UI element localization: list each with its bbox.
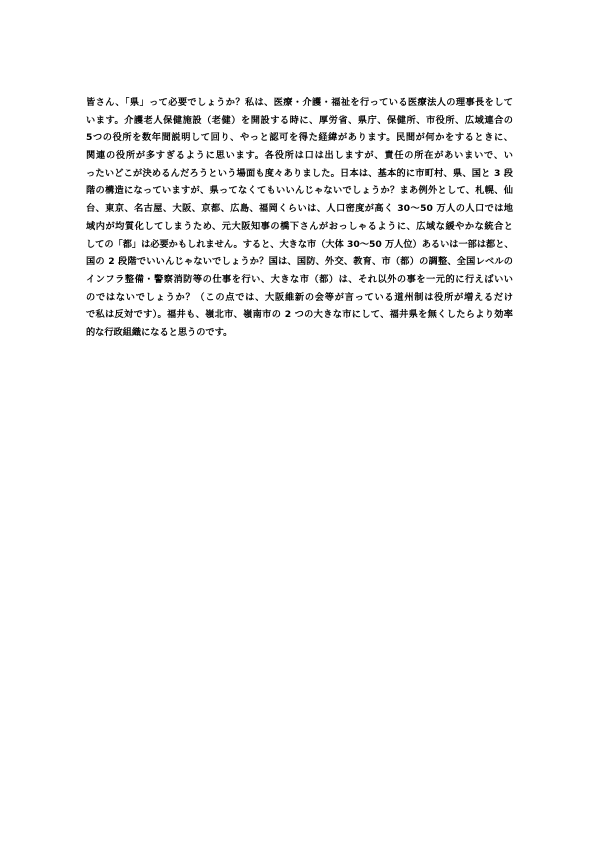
body-text xyxy=(86,94,513,342)
text-line: インフラ整備・警察消防等の仕事を行い、大きな市（都）は、それ以外の事を一元的に行えばいい xyxy=(86,273,513,285)
text-line: 皆さん、「県」って必要でしょうか？私は、医療・介護・福祉を行っている医療法人の理事長をして xyxy=(86,97,513,108)
text-line: 台、東京、名古屋、大阪、京都、広島、福岡くらいは、人口密度が高く 30～50 万人の人口では地 xyxy=(86,203,513,215)
text-line: 関連の役所が多すぎるように思います。各役所は口は出しますが、責任の所在があいまいで、い xyxy=(86,150,513,162)
text-line: しての「都」は必要かもしれません。すると、大きな市（大体 30～50 万人位）あるいは一部は都と、 xyxy=(86,238,514,250)
text-line: 的な行政組織になると思うのです。 xyxy=(86,326,233,338)
text-line: 5つの役所を数年間説明して回り、やっと認可を得た経緯があります。民間が何かをするときに、 xyxy=(86,132,513,144)
text-line: のではないでしょうか？（この点では、大阪維新の会等が言っている道州制は役所が増えるだけ xyxy=(86,291,513,303)
text-line: います。介護老人保健施設（老健）を開設する時に、厚労省、県庁、保健所、市役所、広域連合の xyxy=(86,114,513,126)
text-line: 階の構造になっていますが、県ってなくてもいいんじゃないでしょうか？まあ例外として、札幌、仙 xyxy=(86,185,513,197)
text-line: で私は反対です）。福井も、嶺北市、嶺南市の 2 つの大きな市にして、福井県を無くしたらより効率 xyxy=(86,309,513,321)
text-line: 域内が均質化してしまうため、元大阪知事の橋下さんがおっしゃるように、広域な緩やかな統合と xyxy=(86,220,513,232)
text-line: ったいどこが決めるんだろうという場面も度々ありました。日本は、基本的に市町村、県、国と 3 段 xyxy=(86,167,513,179)
text-line: 国の 2 段階でいいんじゃないでしょうか？国は、国防、外交、教育、市（都）の調整、全国レベルの xyxy=(86,256,513,268)
